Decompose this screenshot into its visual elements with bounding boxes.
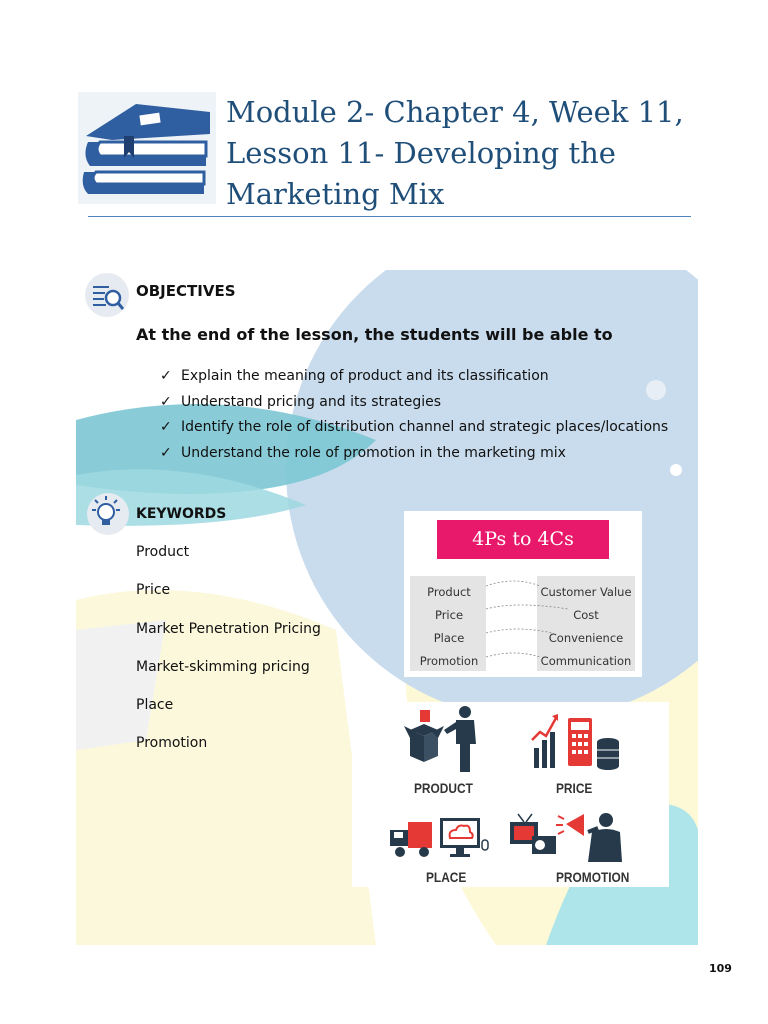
check-icon: ✓ bbox=[160, 368, 172, 384]
objective-text: Identify the role of distribution channel and strategic places/locations bbox=[181, 419, 669, 436]
objective-text: Understand the role of promotion in the marketing mix bbox=[181, 445, 566, 462]
objectives-intro: At the end of the lesson, the students will be able to bbox=[136, 325, 613, 344]
objective-text: Understand pricing and its strategies bbox=[181, 393, 442, 410]
title-line: Lesson 11- Developing the bbox=[226, 136, 616, 170]
lightbulb-icon bbox=[86, 492, 130, 536]
list-item bbox=[160, 441, 668, 467]
price-icon bbox=[532, 714, 619, 770]
keyword-item: Place bbox=[136, 697, 174, 713]
figure-4ps-to-4cs bbox=[404, 511, 642, 677]
keyword-item: Market-skimming pricing bbox=[136, 659, 310, 675]
keyword-item: Price bbox=[136, 582, 171, 598]
title-line: Marketing Mix bbox=[226, 177, 445, 211]
magnifier-list-icon bbox=[84, 272, 130, 318]
objectives-list bbox=[160, 364, 668, 467]
page-title bbox=[226, 92, 726, 215]
ps-item: Price bbox=[434, 608, 464, 622]
figure-badge: 4Ps to 4Cs bbox=[437, 520, 609, 559]
keyword-item: Market Penetration Pricing bbox=[136, 621, 321, 637]
price-label: PRICE bbox=[556, 780, 593, 796]
page-number: 109 bbox=[709, 962, 732, 975]
product-icon bbox=[404, 706, 476, 772]
keyword-item: Promotion bbox=[136, 735, 208, 751]
list-item bbox=[160, 364, 668, 390]
cs-item: Cost bbox=[573, 608, 599, 622]
title-line: Module 2- Chapter 4, Week 11, bbox=[226, 95, 684, 129]
list-item bbox=[160, 415, 668, 441]
promotion-label: PROMOTION bbox=[556, 869, 630, 885]
check-icon: ✓ bbox=[160, 419, 172, 436]
ps-item: Promotion bbox=[419, 654, 479, 668]
title-divider bbox=[88, 216, 691, 217]
place-icon bbox=[390, 818, 488, 857]
keywords-heading: KEYWORDS bbox=[136, 506, 227, 522]
ps-item: Place bbox=[433, 631, 465, 645]
product-label: PRODUCT bbox=[414, 780, 473, 796]
cs-item: Customer Value bbox=[540, 585, 632, 599]
list-item bbox=[160, 390, 668, 416]
objectives-heading: OBJECTIVES bbox=[136, 282, 236, 300]
cs-item: Communication bbox=[540, 654, 632, 668]
cs-item: Convenience bbox=[548, 631, 624, 645]
books-icon bbox=[78, 92, 216, 204]
objective-text: Explain the meaning of product and its classification bbox=[181, 368, 549, 384]
ps-item: Product bbox=[427, 585, 471, 599]
check-icon: ✓ bbox=[160, 393, 172, 410]
figure-4ps-icons bbox=[352, 702, 669, 887]
check-icon: ✓ bbox=[160, 445, 172, 462]
keyword-item: Product bbox=[136, 544, 190, 560]
place-label: PLACE bbox=[426, 869, 467, 885]
promotion-icon bbox=[510, 813, 622, 862]
